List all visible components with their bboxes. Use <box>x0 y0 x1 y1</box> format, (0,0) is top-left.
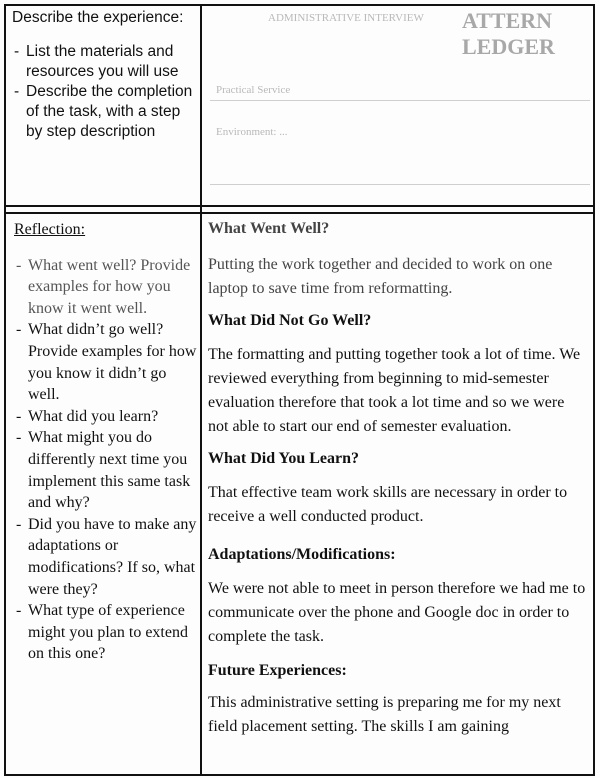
column-divider <box>200 4 202 776</box>
section-body: The formatting and putting together took a lot of time. We reviewed everything from beginning to mid-semester evaluation therefore that took a lot time and so we were not able to start our end of semester evaluation. <box>208 346 581 435</box>
section-body: This administrative setting is preparing me for my next field placement setting. The skills I am gaining <box>208 694 561 735</box>
bleed-line-1: Practical Service <box>216 84 291 96</box>
row-divider <box>4 212 595 214</box>
describe-item: - Describe the completion of the task, with a step by step description <box>12 82 197 142</box>
reflection-prompt: - What type of experience might you plan to extend on this one? <box>14 600 200 665</box>
reflection-prompt: - Did you have to make any adaptations or modifications? If so, what were they? <box>14 514 200 600</box>
bleed-title-1: ATTERN <box>462 8 553 33</box>
bleed-header: ADMINISTRATIVE INTERVIEW <box>268 12 424 24</box>
section-heading: Future Experiences: <box>208 662 347 679</box>
section-body: That effective team work skills are necessary in order to receive a well conducted product. <box>208 484 568 525</box>
section-heading: What Went Well? <box>208 220 330 237</box>
describe-item: - List the materials and resources you will use <box>12 42 197 82</box>
reflection-prompt: - What might you do differently next time you implement this same task and why? <box>14 427 200 513</box>
reflection-prompt: - What went well? Provide examples for how you know it went well. <box>14 255 200 320</box>
reflection-prompt: - What didn’t go well? Provide examples for how you know it didn’t go well. <box>14 319 200 405</box>
reflection-prompt: - What did you learn? <box>14 406 200 428</box>
section-heading: What Did Not Go Well? <box>208 312 372 329</box>
bleed-line-2: Environment: ... <box>216 126 288 138</box>
describe-cell <box>12 8 197 142</box>
section-body: We were not able to meet in person therefore we had me to communicate over the phone and Google doc in order to complete the task. <box>208 580 586 645</box>
reflection-heading: Reflection: <box>14 221 86 238</box>
section-heading: Adaptations/Modifications: <box>208 546 396 563</box>
describe-heading: Describe the experience: <box>12 9 184 26</box>
describe-list <box>12 42 197 142</box>
row-divider <box>4 205 595 207</box>
bleed-title-2: LEDGER <box>462 34 555 59</box>
section-heading: What Did You Learn? <box>208 450 359 467</box>
section-body: Putting the work together and decided to work on one laptop to save time from reformatting. <box>208 256 553 297</box>
reflection-cell <box>14 219 200 665</box>
reflection-prompt-list <box>14 255 200 665</box>
responses-cell <box>208 219 588 739</box>
